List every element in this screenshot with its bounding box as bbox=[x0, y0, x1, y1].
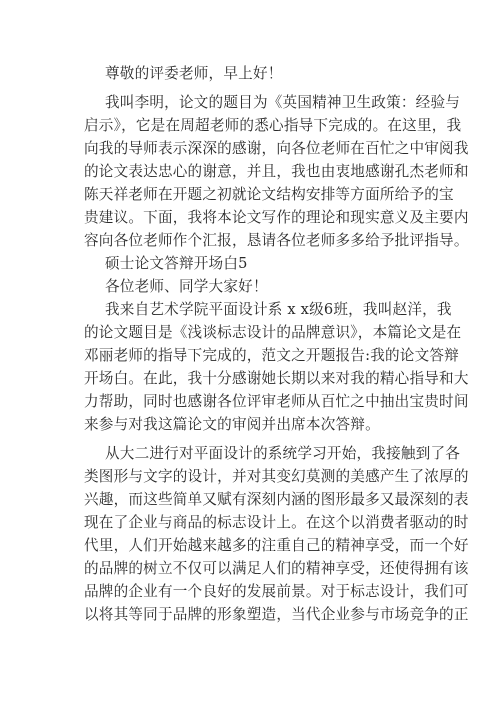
greeting-line: 各位老师、同学大家好！ bbox=[105, 278, 268, 295]
paragraph-line: 贵建议。下面，我将本论文写作的理论和现实意义及主要内 bbox=[84, 209, 469, 226]
paragraph-line: 的论文题目是《浅谈标志设计的品牌意识》，本篇论文是在 bbox=[84, 324, 462, 341]
paragraph-line: 类图形与文字的设计，并对其变幻莫测的美感产生了浓厚的 bbox=[84, 468, 469, 485]
paragraph-line: 启示》，它是在周超老师的悉心指导下完成的。在这里，我 bbox=[84, 117, 462, 134]
paragraph-line: 邓丽老师的指导下完成的，范文之开题报告:我的论文答辩 bbox=[84, 347, 459, 364]
paragraph-line: 陈天祥老师在开题之初就论文结构安排等方面所给予的宝 bbox=[84, 186, 454, 203]
paragraph-line: 开场白。在此，我十分感谢她长期以来对我的精心指导和大 bbox=[84, 370, 469, 387]
greeting-line: 尊敬的评委老师，早上好！ bbox=[105, 65, 283, 82]
paragraph-line: 我叫李明，论文的题目为《英国精神卫生政策：经验与 bbox=[105, 94, 461, 111]
paragraph-line: 兴趣，而这些简单又赋有深刻内涵的图形最多又最深刻的表 bbox=[84, 491, 469, 508]
paragraph-line: 以将其等同于品牌的形象塑造，当代企业参与市场竞争的正 bbox=[84, 606, 469, 623]
paragraph-line: 的论文表达忠心的谢意，并且，我也由衷地感谢孔杰老师和 bbox=[84, 163, 469, 180]
paragraph-line: 力帮助，同时也感谢各位评审老师从百忙之中抽出宝贵时间 bbox=[84, 393, 469, 410]
paragraph-line: 现在了企业与商品的标志设计上。在这个以消费者驱动的时 bbox=[84, 514, 469, 531]
paragraph-line: 容向各位老师作个汇报，恳请各位老师多多给予批评指导。 bbox=[84, 232, 469, 249]
paragraph-line: 品牌的企业有一个良好的发展前景。对于标志设计，我们可 bbox=[84, 583, 469, 600]
paragraph-line: 代里，人们开始越来越多的注重自己的精神享受，而一个好 bbox=[84, 537, 469, 554]
paragraph-line: 我来自艺术学院平面设计系 x x级6班，我叫赵洋，我 bbox=[105, 301, 452, 318]
paragraph-line: 来参与对我这篇论文的审阅并出席本次答辩。 bbox=[84, 416, 380, 433]
paragraph-line: 的品牌的树立不仅可以满足人们的精神享受，还使得拥有该 bbox=[84, 560, 469, 577]
paragraph-line: 从大二进行对平面设计的系统学习开始，我接触到了各 bbox=[105, 445, 461, 462]
paragraph-line: 向我的导师表示深深的感谢，向各位老师在百忙之中审阅我 bbox=[84, 140, 469, 157]
section-heading: 硕士论文答辩开场白5 bbox=[105, 255, 248, 272]
